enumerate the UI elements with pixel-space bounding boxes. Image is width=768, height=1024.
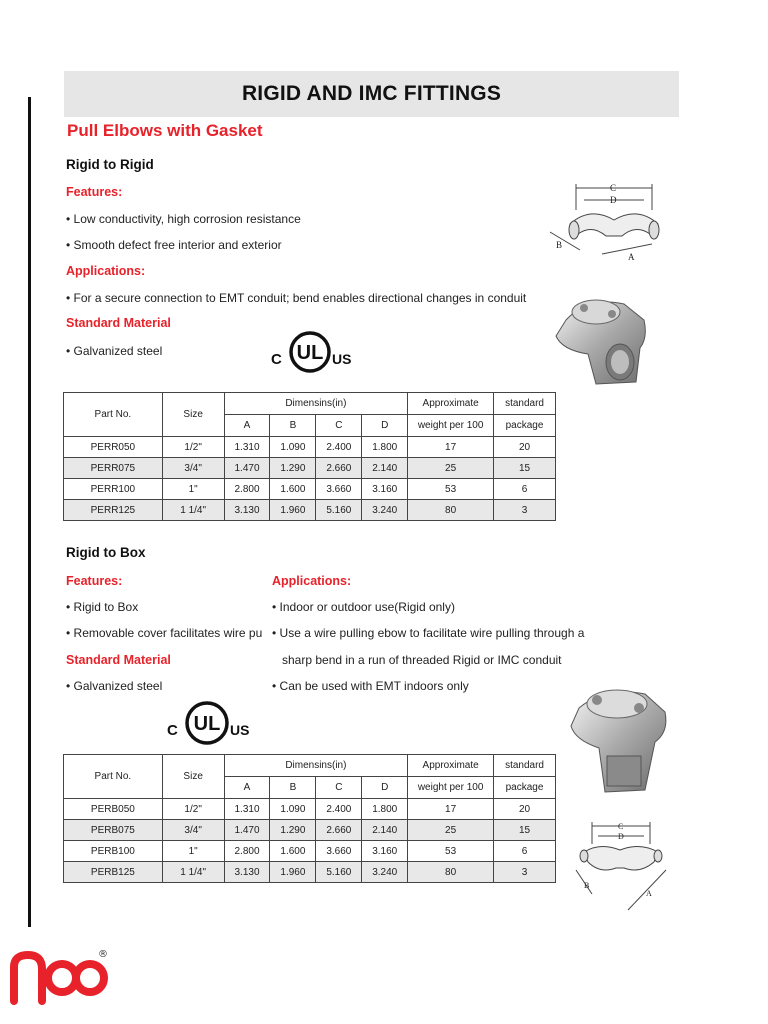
- dim-a-header: A: [224, 777, 270, 799]
- application-item: • For a secure connection to EMT conduit; bend enables directional changes in conduit: [66, 291, 527, 305]
- rigid-to-box-heading: Rigid to Box: [66, 545, 146, 560]
- size-header: Size: [162, 755, 224, 799]
- table-header-row: [64, 755, 556, 777]
- cell-d: 2.140: [362, 820, 408, 841]
- dim-a-label: A: [646, 889, 652, 898]
- application-item: • Indoor or outdoor use(Rigid only): [272, 600, 455, 614]
- dim-b-header: B: [270, 777, 316, 799]
- ul-mark-c: C: [167, 722, 178, 739]
- cell-a: 1.310: [224, 437, 270, 458]
- weight-header: weight per 100: [408, 415, 494, 437]
- cell-package: 20: [494, 799, 556, 820]
- cell-a: 2.800: [224, 479, 270, 500]
- left-margin-rule: [28, 97, 31, 927]
- dim-b-label: B: [584, 881, 590, 890]
- cell-size: 1 1/4": [162, 862, 224, 883]
- table-row: [64, 862, 556, 883]
- dimensions-header: Dimensins(in): [224, 393, 408, 415]
- cell-b: 1.960: [270, 500, 316, 521]
- cell-part-no: PERR125: [64, 500, 163, 521]
- cell-part-no: PERB050: [64, 799, 163, 820]
- cell-package: 3: [494, 862, 556, 883]
- table-row: [64, 820, 556, 841]
- cell-package: 20: [494, 437, 556, 458]
- cell-b: 1.090: [270, 799, 316, 820]
- dim-d-label: D: [610, 195, 617, 205]
- cell-weight: 80: [408, 862, 494, 883]
- dim-c-label: C: [610, 183, 617, 193]
- cell-part-no: PERR050: [64, 437, 163, 458]
- cell-c: 2.400: [316, 799, 362, 820]
- table-row: [64, 437, 556, 458]
- package-header: package: [494, 777, 556, 799]
- standard-header: standard: [494, 755, 556, 777]
- cell-a: 1.310: [224, 799, 270, 820]
- part-no-header: Part No.: [64, 755, 163, 799]
- ul-certification-mark: [163, 698, 257, 748]
- cell-d: 3.160: [362, 479, 408, 500]
- company-logo: [10, 945, 114, 1007]
- cell-weight: 80: [408, 500, 494, 521]
- cell-d: 3.240: [362, 500, 408, 521]
- approx-header: Approximate: [408, 755, 494, 777]
- cell-size: 1 1/4": [162, 500, 224, 521]
- approx-header: Approximate: [408, 393, 494, 415]
- box-elbow-dimension-diagram: [570, 818, 670, 913]
- application-item: • Use a wire pulling ebow to facilitate wire pulling through a: [272, 626, 585, 640]
- cell-d: 2.140: [362, 458, 408, 479]
- dim-c-header: C: [316, 415, 362, 437]
- cell-package: 15: [494, 458, 556, 479]
- cell-c: 3.660: [316, 479, 362, 500]
- rigid-to-rigid-elbow-photo: [548, 290, 668, 390]
- cell-weight: 53: [408, 479, 494, 500]
- cell-c: 2.660: [316, 458, 362, 479]
- table-header-row: [64, 393, 556, 415]
- section-title: Pull Elbows with Gasket: [67, 121, 263, 140]
- features-label: Features:: [66, 185, 123, 199]
- cell-part-no: PERB075: [64, 820, 163, 841]
- ul-mark-ul: UL: [296, 342, 324, 364]
- cell-package: 6: [494, 479, 556, 500]
- cell-a: 3.130: [224, 862, 270, 883]
- weight-header: weight per 100: [408, 777, 494, 799]
- dim-b-label: B: [556, 240, 563, 250]
- ul-certification-mark: [268, 328, 358, 376]
- applications-label: Applications:: [272, 574, 352, 588]
- title-band: [64, 71, 679, 117]
- cell-size: 1": [162, 841, 224, 862]
- cell-c: 5.160: [316, 862, 362, 883]
- cell-c: 2.400: [316, 437, 362, 458]
- cell-size: 3/4": [162, 458, 224, 479]
- ul-mark-us: US: [332, 351, 352, 367]
- feature-item: • Removable cover facilitates wire pu: [66, 626, 263, 640]
- dim-a-label: A: [628, 252, 635, 262]
- rigid-to-box-spec-table: [63, 754, 556, 883]
- rigid-to-rigid-spec-table: [63, 392, 556, 521]
- cell-b: 1.090: [270, 437, 316, 458]
- cell-package: 3: [494, 500, 556, 521]
- cell-d: 3.160: [362, 841, 408, 862]
- cell-c: 2.660: [316, 820, 362, 841]
- cell-a: 1.470: [224, 820, 270, 841]
- cell-d: 3.240: [362, 862, 408, 883]
- cell-part-no: PERR100: [64, 479, 163, 500]
- part-no-header: Part No.: [64, 393, 163, 437]
- dim-c-header: C: [316, 777, 362, 799]
- cell-part-no: PERB100: [64, 841, 163, 862]
- features-label: Features:: [66, 574, 123, 588]
- cell-b: 1.600: [270, 841, 316, 862]
- table-row: [64, 841, 556, 862]
- application-item: sharp bend in a run of threaded Rigid or IMC conduit: [282, 653, 562, 667]
- standard-material-label: Standard Material: [66, 653, 171, 667]
- material-item: • Galvanized steel: [66, 344, 163, 358]
- cell-size: 3/4": [162, 820, 224, 841]
- standard-header: standard: [494, 393, 556, 415]
- cell-a: 3.130: [224, 500, 270, 521]
- table-row: [64, 500, 556, 521]
- cell-weight: 25: [408, 820, 494, 841]
- cell-c: 3.660: [316, 841, 362, 862]
- feature-item: • Low conductivity, high corrosion resistance: [66, 212, 301, 226]
- dim-d-label: D: [618, 832, 624, 841]
- feature-item: • Rigid to Box: [66, 600, 139, 614]
- ul-mark-us: US: [230, 722, 250, 738]
- feature-item: • Smooth defect free interior and exterior: [66, 238, 282, 252]
- cell-size: 1": [162, 479, 224, 500]
- cell-weight: 53: [408, 841, 494, 862]
- cell-weight: 25: [408, 458, 494, 479]
- rigid-to-rigid-heading: Rigid to Rigid: [66, 157, 154, 172]
- cell-a: 1.470: [224, 458, 270, 479]
- dim-d-header: D: [362, 777, 408, 799]
- cell-package: 6: [494, 841, 556, 862]
- dim-c-label: C: [618, 822, 624, 831]
- elbow-dimension-diagram: [540, 180, 664, 272]
- size-header: Size: [162, 393, 224, 437]
- package-header: package: [494, 415, 556, 437]
- cell-part-no: PERR075: [64, 458, 163, 479]
- applications-label: Applications:: [66, 264, 146, 278]
- table-row: [64, 458, 556, 479]
- application-item: • Can be used with EMT indoors only: [272, 679, 469, 693]
- cell-a: 2.800: [224, 841, 270, 862]
- cell-d: 1.800: [362, 437, 408, 458]
- cell-size: 1/2": [162, 437, 224, 458]
- cell-b: 1.960: [270, 862, 316, 883]
- cell-package: 15: [494, 820, 556, 841]
- dim-a-header: A: [224, 415, 270, 437]
- cell-b: 1.600: [270, 479, 316, 500]
- table-row: [64, 479, 556, 500]
- table-row: [64, 799, 556, 820]
- cell-b: 1.290: [270, 458, 316, 479]
- cell-part-no: PERB125: [64, 862, 163, 883]
- dim-b-header: B: [270, 415, 316, 437]
- cell-d: 1.800: [362, 799, 408, 820]
- ul-mark-ul: UL: [193, 713, 221, 735]
- cell-weight: 17: [408, 799, 494, 820]
- dimensions-header: Dimensins(in): [224, 755, 408, 777]
- standard-material-label: Standard Material: [66, 316, 171, 330]
- ul-mark-c: C: [271, 351, 282, 368]
- cell-b: 1.290: [270, 820, 316, 841]
- page-title: RIGID AND IMC FITTINGS: [241, 82, 502, 105]
- cell-c: 5.160: [316, 500, 362, 521]
- material-item: • Galvanized steel: [66, 679, 163, 693]
- registered-mark: ®: [98, 949, 108, 960]
- cell-size: 1/2": [162, 799, 224, 820]
- rigid-to-box-elbow-photo: [565, 678, 675, 798]
- dim-d-header: D: [362, 415, 408, 437]
- cell-weight: 17: [408, 437, 494, 458]
